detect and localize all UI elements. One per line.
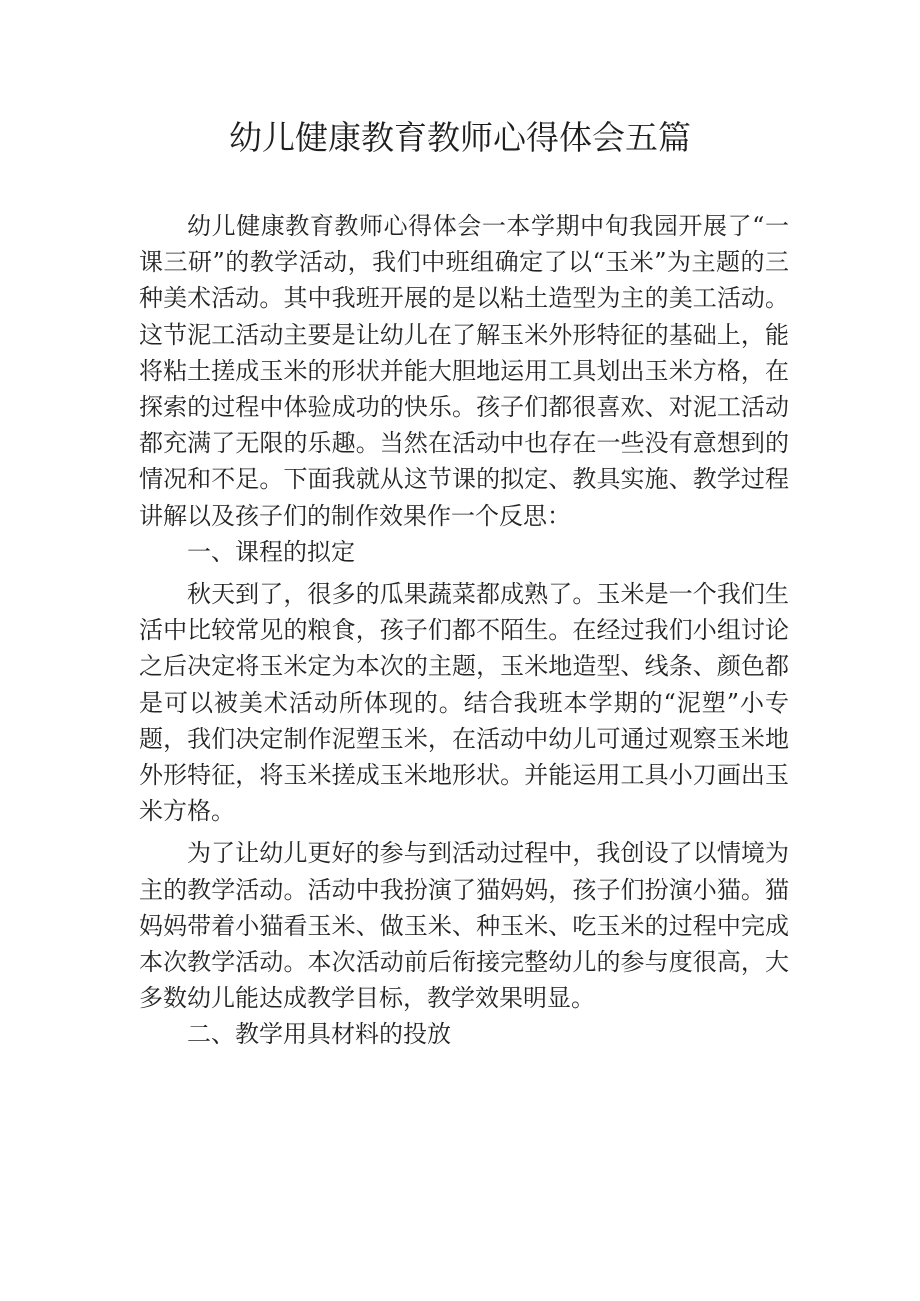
paragraph-intro: 幼儿健康教育教师心得体会一本学期中旬我园开展了“一课三研”的教学活动，我们中班组确定了以“玉米”为主题的三种美术活动。其中我班开展的是以粘土造型为主的美工活动。这节泥工活动主要是让幼儿在了解玉米外形特征的基础上，能将粘土搓成玉米的形状并能大胆地运用工具划出玉米方格，在探索的过程中体验成功的快乐。孩子们都很喜欢、对泥工活动都充满了无限的乐趣。当然在活动中也存在一些没有意想到的情况和不足。下面我就从这节课的拟定、教具实施、教学过程讲解以及孩子们的制作效果作一个反思： [139, 212, 789, 530]
paragraph-course-planning: 秋天到了，很多的瓜果蔬菜都成熟了。玉米是一个我们生活中比较常见的粮食，孩子们都不陌生。在经过我们小组讨论之后决定将玉米定为本次的主题，玉米地造型、线条、颜色都是可以被美术活动所体现的。结合我班本学期的“泥塑”小专题，我们决定制作泥塑玉米，在活动中幼儿可通过观察玉米地外形特征，将玉米搓成玉米地形状。并能运用工具小刀画出玉米方格。 [139, 580, 789, 826]
section-heading-2: 二、教学用具材料的投放 [187, 1020, 451, 1049]
section-heading-1: 一、课程的拟定 [187, 537, 355, 566]
document-body [139, 208, 789, 1053]
document-title: 幼儿健康教育教师心得体会五篇 [229, 118, 691, 157]
paragraph-teaching-activity: 为了让幼儿更好的参与到活动过程中，我创设了以情境为主的教学活动。活动中我扮演了猫妈妈，孩子们扮演小猫。猫妈妈带着小猫看玉米、做玉米、种玉米、吃玉米的过程中完成本次教学活动。本次活动前后衔接完整幼儿的参与度很高，大多数幼儿能达成教学目标，教学效果明显。 [139, 839, 789, 1013]
